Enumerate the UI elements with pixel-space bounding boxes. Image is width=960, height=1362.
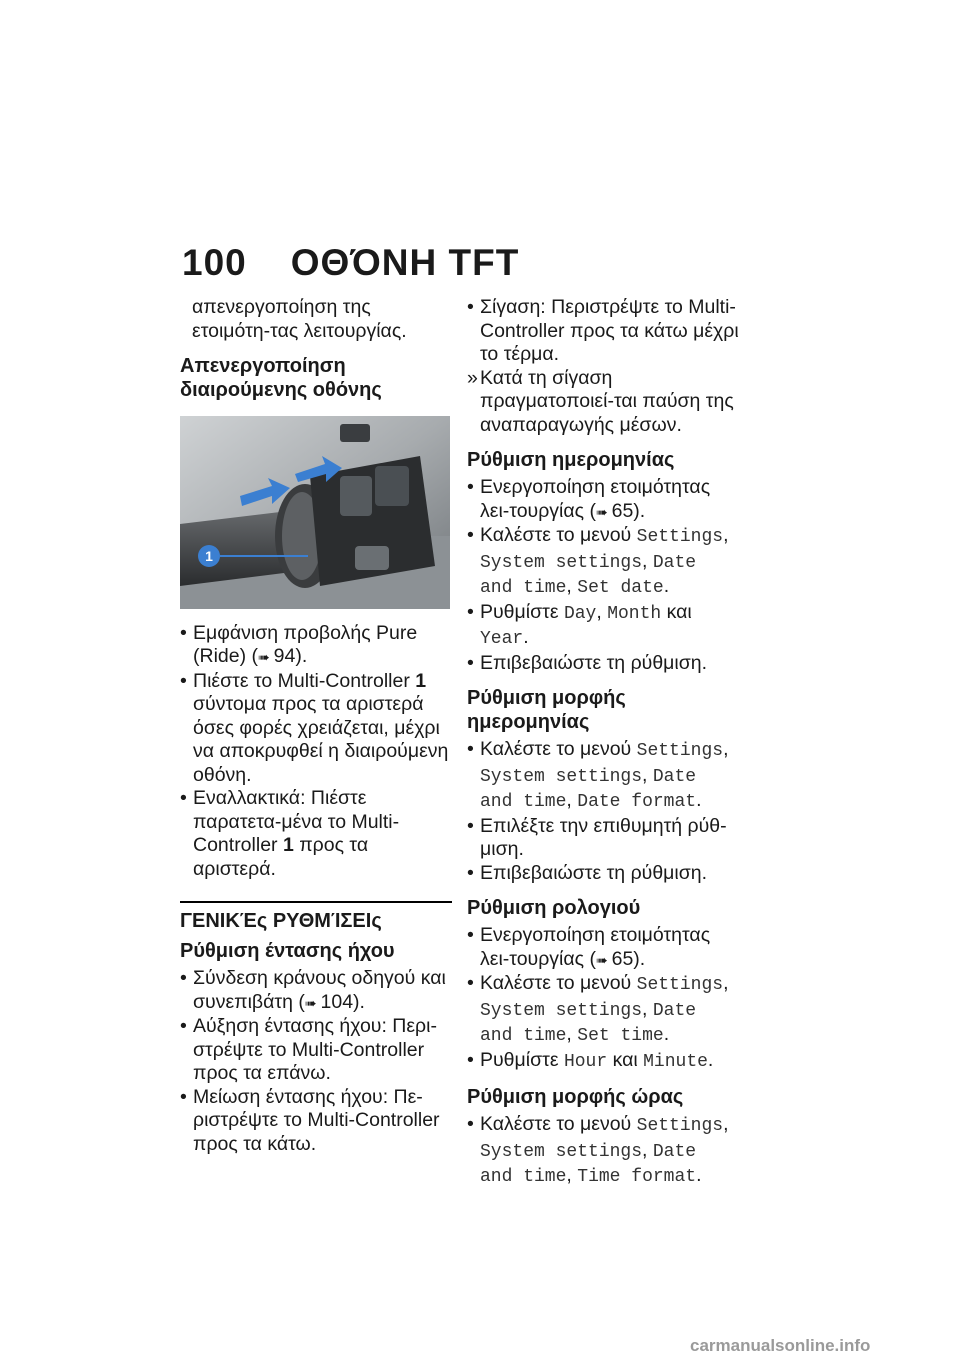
arrow-icon: ➠ [304,994,321,1011]
left-column [180,296,452,1156]
heading-split-off: Απενεργοποίηση διαιρούμενης οθόνης [180,355,382,401]
list-item: • Καλέστε το μενού Settings, System settings, Date and time, Time format. [467,1113,729,1187]
list-item: • Ρυθμίστε Hour και Minute. [467,1048,714,1072]
page-number: 100 [182,242,247,283]
heading-volume: Ρύθμιση έντασης ήχου [180,940,395,962]
list-item: • Σύνδεση κράνους οδηγού και συνεπιβάτη (➠ 104). [180,967,446,1013]
list-item: • Ενεργοποίηση ετοιμότητας λει-τουργίας (➠ 65). [467,924,711,970]
heading-time-format: Ρύθμιση μορφής ώρας [467,1086,684,1108]
time-format-list [467,1113,739,1190]
list-item: • Αύξηση έντασης ήχου: Περι-στρέψτε το Multi-Controller προς τα επάνω. [180,1015,437,1084]
heading-date: Ρύθμιση ημερομηνίας [467,449,675,471]
date-list [467,476,739,675]
list-item: • Επιλέξτε την επιθυμητή ρύθ-μιση. [467,814,727,860]
list-item: • Σίγαση: Περιστρέψτε το Multi-Controller προς τα κάτω μέχρι το τέρμα. [467,296,739,365]
right-column [467,296,739,1190]
arrow-icon: ➠ [595,503,612,520]
list-item: • Καλέστε το μενού Settings, System settings, Date and time, Set date. [467,524,729,598]
date-format-list [467,738,739,885]
handlebar-controls-photo [180,416,450,609]
heading-date-format: Ρύθμιση μορφής ημερομηνίας [467,687,626,733]
list-item: • Μείωση έντασης ήχου: Πε-ριστρέψτε το Multi-Controller προς τα κάτω. [180,1085,440,1155]
list-item: • Καλέστε το μενού Settings, System settings, Date and time, Date format. [467,738,729,812]
watermark: carmanualsonline.info [690,1336,871,1355]
volume-list [180,967,452,1156]
list-item: • Καλέστε το μενού Settings, System settings, Date and time, Set time. [467,972,729,1046]
split-screen-list [180,622,452,882]
clock-list [467,924,739,1074]
result-item: » Κατά τη σίγαση πραγματοποιεί-ται παύση της αναπαραγωγής μέσων. [467,366,734,436]
page-header [182,242,519,284]
list-item: • Εναλλακτικά: Πιέστε παρατετα-μένα το Multi-Controller 1 προς τα αριστερά. [180,787,400,880]
arrow-icon: ➠ [595,951,612,968]
arrow-icon: ➠ [258,649,274,665]
mute-list [467,296,739,437]
intro-text: απενεργοποίηση της ετοιμότη-τας λειτουργίας. [192,296,407,342]
list-item: • Εμφάνιση προβολής Pure (Ride) (➠ 94). [180,621,418,667]
page-title: ΟΘΌΝΗ TFT [290,242,520,283]
list-item: • Επιβεβαιώστε τη ρύθμιση. [467,651,708,674]
list-item: • Επιβεβαιώστε τη ρύθμιση. [467,861,708,884]
heading-clock: Ρύθμιση ρολογιού [467,897,641,919]
list-item: • Ενεργοποίηση ετοιμότητας λει-τουργίας (➠ 65). [467,476,711,522]
list-item: • Πιέστε το Multi-Controller 1 σύντομα προς τα αριστερά όσες φορές χρειάζεται, μέχρι να αποκρυφθεί η διαιρούμενη οθόνη. [180,669,449,786]
list-item: • Ρυθμίστε Day, Month και Year. [467,600,692,649]
section-heading-general: ΓΕΝΙΚΈς ΡΥΘΜΊΣΕΙς [180,901,452,933]
figure-callout-1: 1 [205,548,213,564]
